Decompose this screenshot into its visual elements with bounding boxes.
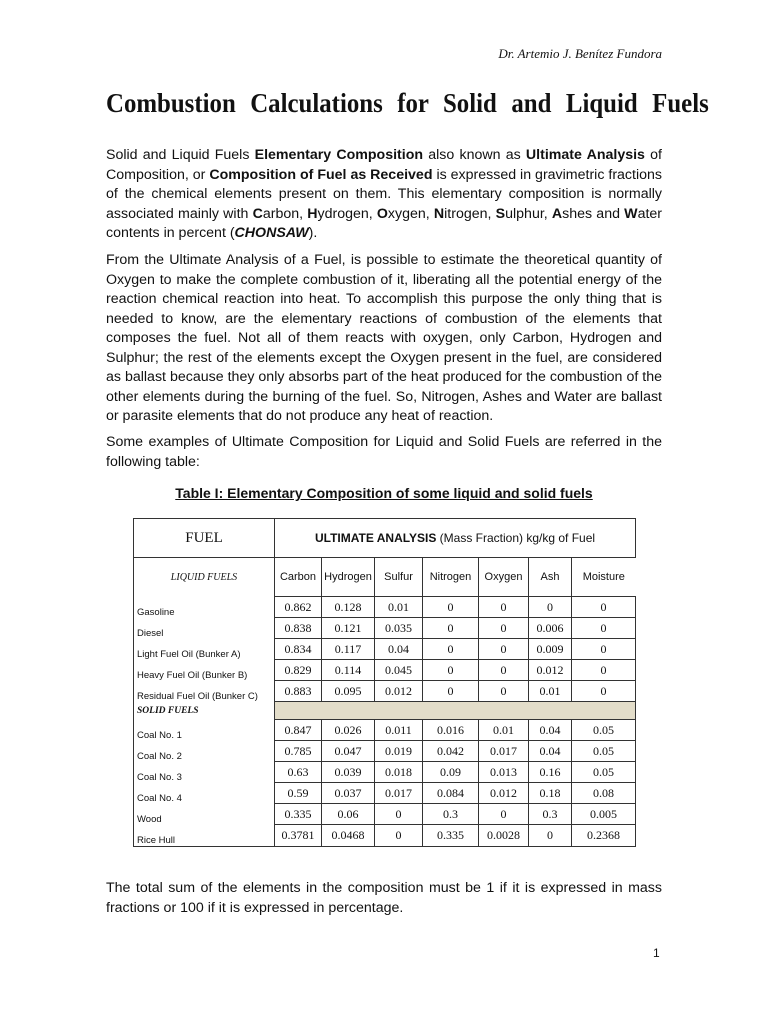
composition-table	[133, 518, 636, 847]
page-title: Combustion Calculations for Solid and Liquid Fuels	[106, 88, 709, 118]
table-row	[134, 618, 636, 639]
table-cell: 0	[479, 681, 529, 702]
fuel-name: Heavy Fuel Oil (Bunker B)	[134, 660, 275, 681]
fuel-name: Coal No. 1	[134, 720, 275, 741]
table-cell: 0.04	[375, 639, 423, 660]
table-cell: 0.017	[375, 783, 423, 804]
paragraph-intro: Solid and Liquid Fuels Elementary Composition also known as Ultimate Analysis of Composition, or Composition of Fuel as Received is expressed in gravimetric fractions of the chemical elements present on them. This elementary composition is normally associated mainly with Carbon, Hydrogen, Oxygen, Nitrogen, Sulphur, Ashes and Water contents in percent (CHONSAW).	[106, 147, 663, 241]
column-header: Sulfur	[375, 558, 423, 597]
table-row	[134, 783, 636, 804]
table-cell: 0.829	[275, 660, 322, 681]
table-cell: 0.08	[572, 783, 636, 804]
table-cell: 0.335	[275, 804, 322, 825]
table-row	[134, 639, 636, 660]
table-cell: 0.012	[375, 681, 423, 702]
fuel-name: Gasoline	[134, 597, 275, 618]
table-row	[134, 681, 636, 702]
table-cell: 0.121	[322, 618, 375, 639]
table-cell: 0	[479, 597, 529, 618]
table-cell: 0.09	[423, 762, 479, 783]
table-cell: 0.05	[572, 741, 636, 762]
table-cell: 0.012	[479, 783, 529, 804]
table-cell: 0.114	[322, 660, 375, 681]
table-row	[134, 660, 636, 681]
table-cell: 0	[423, 639, 479, 660]
fuel-header: FUEL	[134, 519, 275, 558]
table-cell: 0.18	[529, 783, 572, 804]
fuel-name: Rice Hull	[134, 825, 275, 847]
column-header: Nitrogen	[423, 558, 479, 597]
fuel-name: Diesel	[134, 618, 275, 639]
table-cell: 0.04	[529, 741, 572, 762]
table-cell: 0	[529, 825, 572, 847]
table-cell: 0.847	[275, 720, 322, 741]
table-cell: 0.05	[572, 762, 636, 783]
table-cell: 0	[479, 804, 529, 825]
table-cell: 0.009	[529, 639, 572, 660]
table-cell: 0	[572, 681, 636, 702]
table-cell: 0.3	[529, 804, 572, 825]
table-cell: 0.785	[275, 741, 322, 762]
table-cell: 0.039	[322, 762, 375, 783]
column-header: Hydrogen	[322, 558, 375, 597]
table-cell: 0	[572, 618, 636, 639]
table-cell: 0	[375, 825, 423, 847]
table-cell: 0.035	[375, 618, 423, 639]
table-cell: 0.045	[375, 660, 423, 681]
liquid-fuels-label: LIQUID FUELS	[134, 558, 275, 597]
table-cell: 0	[423, 660, 479, 681]
column-header: Carbon	[275, 558, 322, 597]
table-cell: 0.018	[375, 762, 423, 783]
table-cell: 0.006	[529, 618, 572, 639]
table-cell: 0.0468	[322, 825, 375, 847]
fuel-name: Coal No. 4	[134, 783, 275, 804]
table-cell: 0.095	[322, 681, 375, 702]
table-cell: 0.3	[423, 804, 479, 825]
table-cell: 0.01	[529, 681, 572, 702]
table-cell: 0	[572, 597, 636, 618]
column-header: Ash	[529, 558, 572, 597]
table-row	[134, 741, 636, 762]
table-cell: 0	[479, 660, 529, 681]
fuel-name: Coal No. 2	[134, 741, 275, 762]
table-row	[134, 825, 636, 847]
column-header: Oxygen	[479, 558, 529, 597]
table-row	[134, 804, 636, 825]
table-cell: 0.026	[322, 720, 375, 741]
table-cell: 0.084	[423, 783, 479, 804]
table-cell: 0.3781	[275, 825, 322, 847]
paragraph-examples: Some examples of Ultimate Composition for Liquid and Solid Fuels are referred in the following table:	[106, 434, 662, 470]
ultimate-analysis-header: ULTIMATE ANALYSIS (Mass Fraction) kg/kg of Fuel	[275, 519, 636, 558]
table-cell: 0.838	[275, 618, 322, 639]
paragraph-total-sum: The total sum of the elements in the composition must be 1 if it is expressed in mass fractions or 100 if it is expressed in percentage.	[106, 880, 662, 916]
table-cell: 0.01	[479, 720, 529, 741]
table-cell: 0.883	[275, 681, 322, 702]
solid-fuels-label: SOLID FUELS	[134, 702, 275, 720]
fuel-name: Wood	[134, 804, 275, 825]
column-header: Moisture	[572, 558, 636, 597]
paragraph-ultimate-analysis: From the Ultimate Analysis of a Fuel, is possible to estimate the theoretical quantity of Oxygen to make the complete combustion of it, liberating all the potential energy of the reaction chemical reaction into heat. To accomplish this purpose the only thing that is needed to know, are the elementary reactions of combustion of the elements that composes the fuel. Not all of them reacts with oxygen, only Carbon, Hydrogen and Sulphur; the rest of the elements except the Oxygen present in the fuel, are considered as ballast because they only absorbs part of the heat produced for the combustion of the other elements during the burning of the fuel. So, Nitrogen, Ashes and Water are ballast or parasite elements that do not produce any heat of reaction.	[106, 252, 662, 424]
table-cell: 0.005	[572, 804, 636, 825]
table-cell: 0.037	[322, 783, 375, 804]
table-cell: 0.04	[529, 720, 572, 741]
table-row	[134, 720, 636, 741]
table-cell: 0.16	[529, 762, 572, 783]
table-caption: Table I: Elementary Composition of some liquid and solid fuels	[175, 485, 593, 501]
table-cell: 0.01	[375, 597, 423, 618]
table-cell: 0.834	[275, 639, 322, 660]
table-cell: 0.2368	[572, 825, 636, 847]
table-row	[134, 597, 636, 618]
table-cell: 0	[375, 804, 423, 825]
table-cell: 0	[572, 639, 636, 660]
table-cell: 0	[479, 618, 529, 639]
table-cell: 0.862	[275, 597, 322, 618]
table-cell: 0.019	[375, 741, 423, 762]
fuel-name: Residual Fuel Oil (Bunker C)	[134, 681, 275, 702]
table-cell: 0.335	[423, 825, 479, 847]
table-cell: 0.042	[423, 741, 479, 762]
table-cell: 0	[529, 597, 572, 618]
table-cell: 0.047	[322, 741, 375, 762]
table-cell: 0.117	[322, 639, 375, 660]
table-cell: 0	[423, 597, 479, 618]
fuel-name: Coal No. 3	[134, 762, 275, 783]
table-cell: 0.016	[423, 720, 479, 741]
table-cell: 0.013	[479, 762, 529, 783]
table-cell: 0	[572, 660, 636, 681]
table-cell: 0.017	[479, 741, 529, 762]
table-cell: 0	[423, 618, 479, 639]
table-cell: 0	[479, 639, 529, 660]
table-cell: 0.012	[529, 660, 572, 681]
author-name: Dr. Artemio J. Benítez Fundora	[498, 46, 662, 61]
solid-fuels-band	[275, 702, 636, 720]
table-row	[134, 762, 636, 783]
fuel-name: Light Fuel Oil (Bunker A)	[134, 639, 275, 660]
table-cell: 0.011	[375, 720, 423, 741]
table-cell: 0.06	[322, 804, 375, 825]
page-number: 1	[653, 946, 660, 960]
table-cell: 0.63	[275, 762, 322, 783]
table-cell: 0.05	[572, 720, 636, 741]
table-cell: 0	[423, 681, 479, 702]
table-cell: 0.128	[322, 597, 375, 618]
table-cell: 0.59	[275, 783, 322, 804]
table-cell: 0.0028	[479, 825, 529, 847]
